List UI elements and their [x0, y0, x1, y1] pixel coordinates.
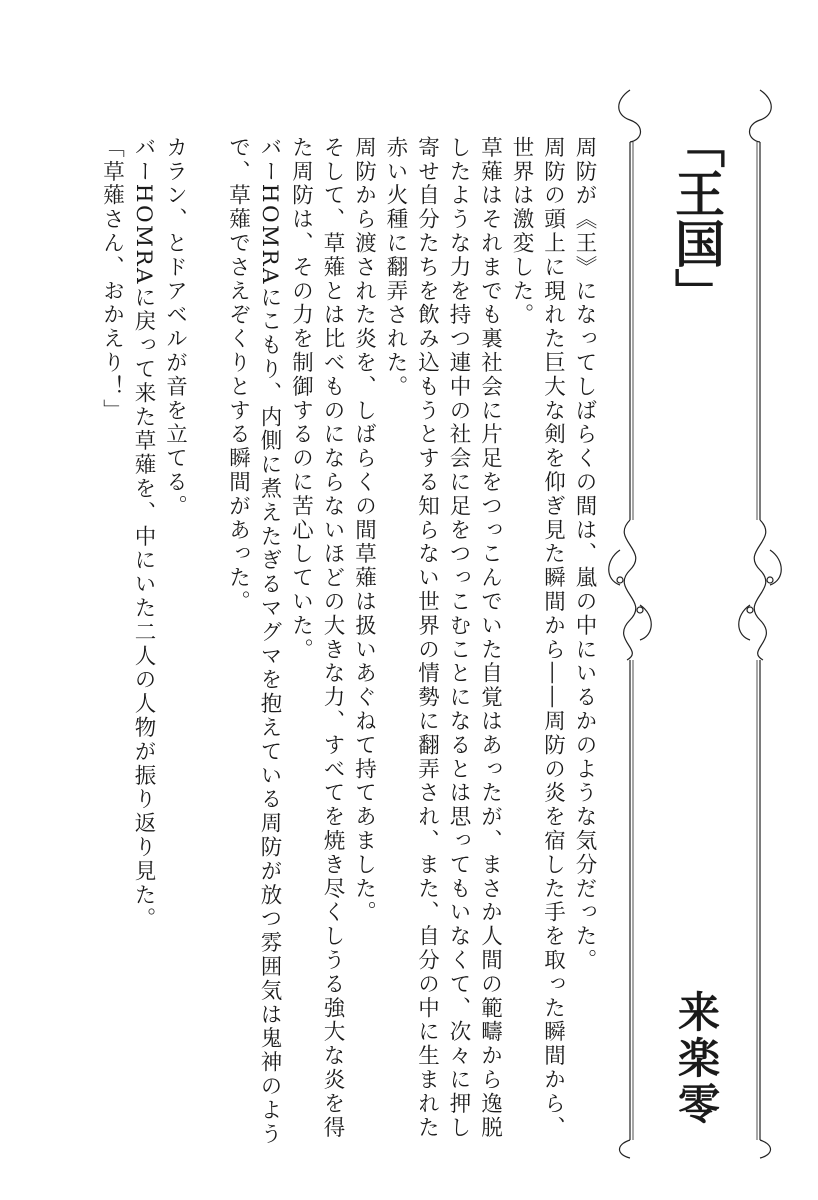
paragraph: 「草薙さん、おかえり！」 — [99, 136, 125, 423]
story-title: 「王国」 — [667, 118, 726, 318]
author-name: 来楽零 — [672, 990, 721, 1128]
paragraph: 周防の頭上に現れた巨大な剣を仰ぎ見た瞬間から――周防の炎を宿した手を取った瞬間から、世界は激変した。 — [509, 136, 566, 1140]
blank-line — [191, 136, 223, 1156]
paragraph: 周防が《王》になってしばらくの間は、嵐の中にいるかのような気分だった。 — [572, 136, 597, 973]
paragraph: バーHOMRAに戻って来た草薙を、中にいた二人の人物が振り返り見た。 — [131, 136, 156, 932]
right-flourish-border-icon — [735, 80, 785, 1160]
paragraph: 草薙はそれまでも裏社会に片足をつっこんでいた自覚はあったが、まさか人間の範疇から逸脱したような力を持つ連中の社会に足をつっこむことになるとは思ってもいなくて、次々に押し寄せ自分たちを飲み込もうとする知らない世界の情勢に翻弄され、また、自分の中に生まれた赤い火種に翻弄された。 — [383, 136, 503, 1140]
paragraph: そして、草薙とは比べものにならないほどの大きな力、すべてを焼き尽くしうる強大な炎を得た周防は、その力を制御するのに苦心していた。 — [288, 136, 345, 1140]
paragraph: 周防から渡された炎を、しばらくの間草薙は扱いあぐねて持てあました。 — [351, 136, 377, 925]
left-flourish-border-icon — [605, 80, 655, 1160]
story-body — [40, 136, 600, 1156]
paragraph: カラン、とドアベルが音を立てる。 — [162, 136, 188, 519]
paragraph: バーHOMRAにこもり、内側に煮えたぎるマグマを抱えている周防が放つ雰囲気は鬼神のようで、草薙でさえぞくりとする瞬間があった。 — [225, 136, 282, 1147]
